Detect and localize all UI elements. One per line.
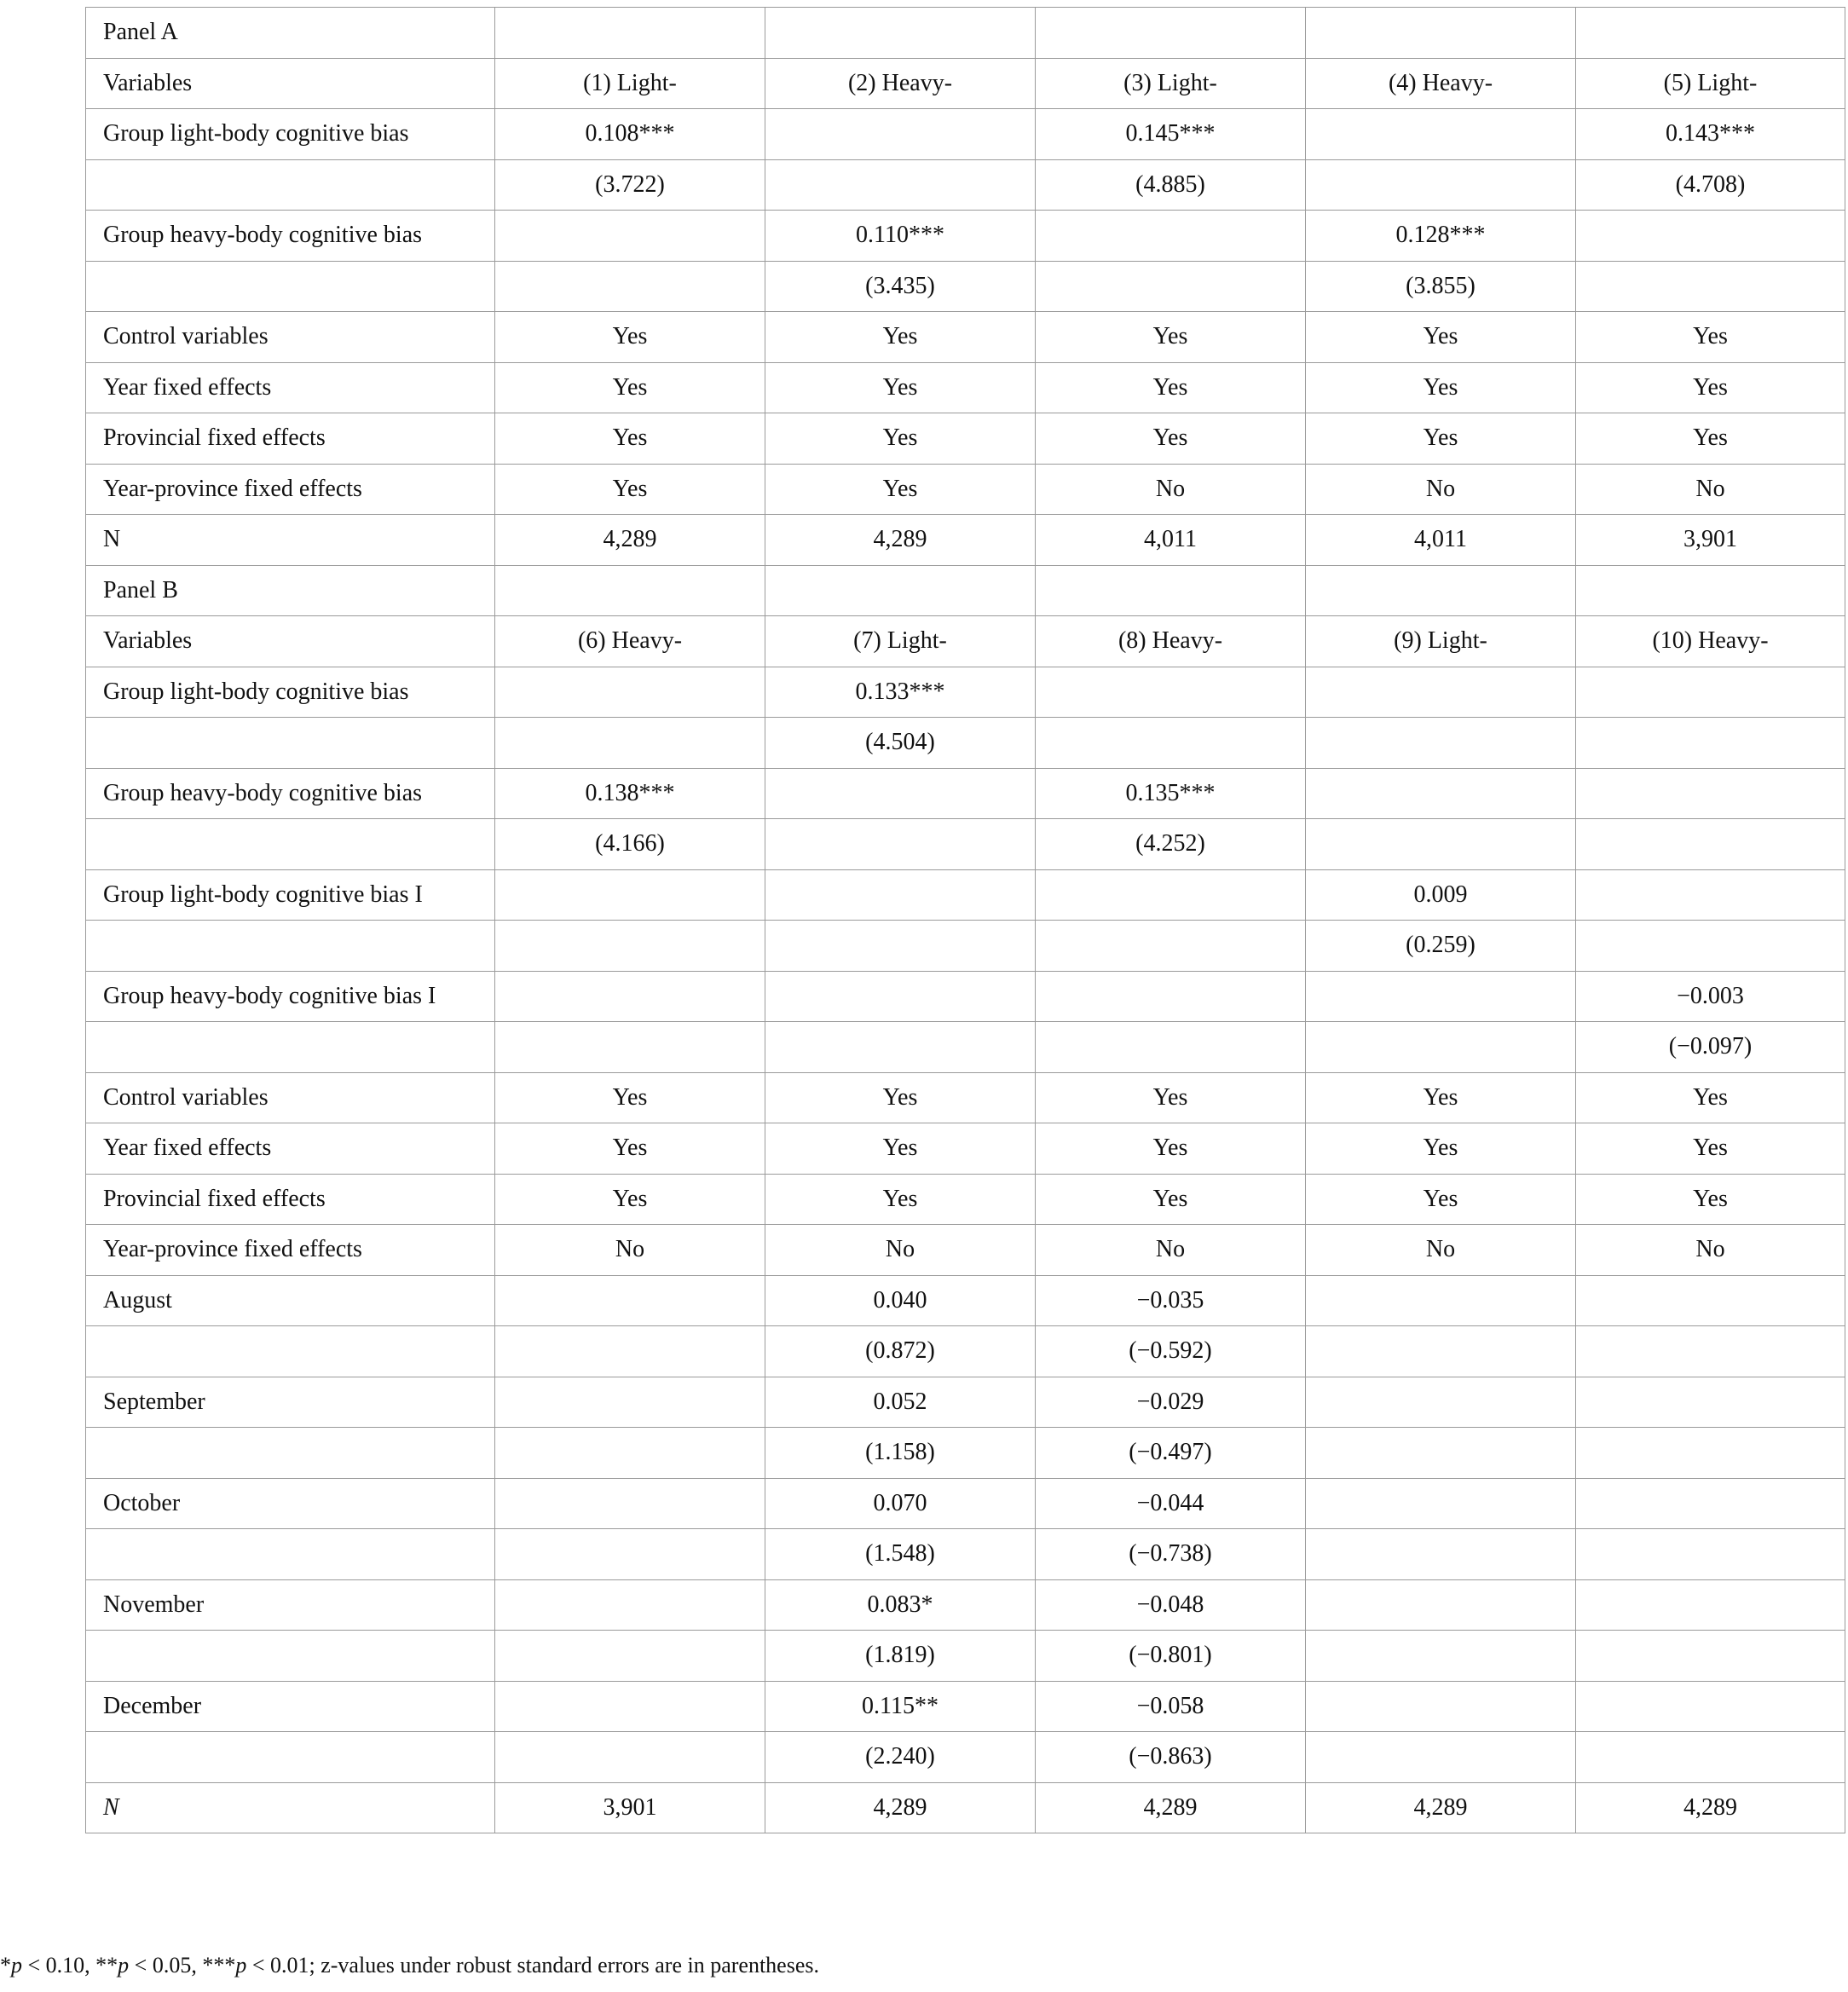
table-cell [765,921,1036,972]
row-label [86,1428,495,1479]
table-cell [1306,1681,1576,1732]
row-label [86,718,495,769]
table-cell: (3.722) [495,159,765,211]
table-cell: −0.048 [1036,1579,1306,1631]
table-cell [1576,819,1845,870]
table-cell: 0.143*** [1576,109,1845,160]
table-cell: (1.158) [765,1428,1036,1479]
table-cell: 0.009 [1306,869,1576,921]
table-cell: 3,901 [1576,515,1845,566]
table-cell [1576,1681,1845,1732]
table-cell: Yes [765,312,1036,363]
table-cell [1036,1022,1306,1073]
table-row [86,971,1845,1022]
row-label [86,1529,495,1580]
table-cell [1306,1275,1576,1326]
table-cell: Yes [1306,312,1576,363]
table-row [86,1123,1845,1175]
row-label: October [86,1478,495,1529]
table-cell: 4,289 [765,1782,1036,1833]
table-row [86,58,1845,109]
row-label: Year fixed effects [86,362,495,413]
table-cell: Yes [1306,1174,1576,1225]
table-cell [1306,718,1576,769]
table-cell [1576,1428,1845,1479]
row-label: N [86,1782,495,1833]
table-cell [765,8,1036,59]
table-cell: No [1576,1225,1845,1276]
table-cell [1306,819,1576,870]
table-cell [1576,565,1845,616]
table-cell: No [1036,464,1306,515]
table-row [86,109,1845,160]
table-cell [495,667,765,718]
table-cell: 0.108*** [495,109,765,160]
table-row [86,1428,1845,1479]
row-label: December [86,1681,495,1732]
table-cell: 0.128*** [1306,211,1576,262]
table-cell [495,1732,765,1783]
table-cell: (6) Heavy- [495,616,765,667]
table-cell [1036,869,1306,921]
table-cell: −0.044 [1036,1478,1306,1529]
table-cell: 3,901 [495,1782,765,1833]
table-cell [1576,1275,1845,1326]
table-cell [495,1579,765,1631]
table-row [86,1782,1845,1833]
table-cell: 0.110*** [765,211,1036,262]
table-cell [1306,1428,1576,1479]
table-cell: (1.819) [765,1631,1036,1682]
table-cell: (0.872) [765,1326,1036,1377]
table-cell: Yes [495,1174,765,1225]
table-cell [495,211,765,262]
table-cell: Yes [1036,1174,1306,1225]
table-cell: (4) Heavy- [1306,58,1576,109]
table-cell [495,1529,765,1580]
table-row [86,667,1845,718]
table-cell: −0.029 [1036,1377,1306,1428]
row-label [86,819,495,870]
table-cell: (2) Heavy- [765,58,1036,109]
table-cell [1306,971,1576,1022]
table-cell: Yes [495,1123,765,1175]
table-cell [1306,1579,1576,1631]
table-row [86,819,1845,870]
table-row [86,261,1845,312]
row-label [86,1732,495,1783]
table-cell [495,869,765,921]
table-cell: (−0.097) [1576,1022,1845,1073]
table-cell [1306,1326,1576,1377]
table-row [86,1225,1845,1276]
table-cell [1576,1478,1845,1529]
footnote-star-1: * [0,1953,11,1978]
table-cell [765,768,1036,819]
table-cell: (−0.863) [1036,1732,1306,1783]
table-cell: 0.115** [765,1681,1036,1732]
table-cell [495,1428,765,1479]
table-cell [1576,718,1845,769]
table-cell: 4,011 [1036,515,1306,566]
table-cell: Yes [495,464,765,515]
table-cell [1576,261,1845,312]
row-label: August [86,1275,495,1326]
row-label: Year-province fixed effects [86,1225,495,1276]
table-cell: 4,289 [1576,1782,1845,1833]
table-cell: (−0.738) [1036,1529,1306,1580]
table-cell [1036,565,1306,616]
row-label: Variables [86,58,495,109]
table-cell [495,261,765,312]
table-cell [495,971,765,1022]
table-cell [495,1681,765,1732]
table-cell: Yes [1576,413,1845,465]
table-cell [1306,565,1576,616]
table-cell [1306,1631,1576,1682]
table-row [86,718,1845,769]
table-cell [495,921,765,972]
table-cell: (0.259) [1306,921,1576,972]
table-cell: 0.070 [765,1478,1036,1529]
table-cell: (9) Light- [1306,616,1576,667]
regression-results-table [85,7,1845,1833]
table-cell [1576,211,1845,262]
table-cell: Yes [1036,312,1306,363]
table-cell: 0.052 [765,1377,1036,1428]
table-cell: Yes [765,413,1036,465]
table-cell: Yes [1306,413,1576,465]
table-cell: 4,289 [1036,1782,1306,1833]
table-cell: (5) Light- [1576,58,1845,109]
row-label [86,261,495,312]
table-row [86,1326,1845,1377]
table-cell [1576,768,1845,819]
table-cell [495,1326,765,1377]
table-cell [495,718,765,769]
table-row [86,312,1845,363]
footnote-text-3: < 0.01; z-values under robust standard errors are in parentheses. [246,1953,820,1978]
table-cell: (−0.497) [1036,1428,1306,1479]
table-cell [765,971,1036,1022]
table-cell: Yes [495,312,765,363]
table-row [86,211,1845,262]
row-label: Variables [86,616,495,667]
table-row [86,1275,1845,1326]
table-cell: Yes [1576,312,1845,363]
table-cell [1576,1377,1845,1428]
row-label: Year-province fixed effects [86,464,495,515]
table-cell: (3.435) [765,261,1036,312]
table-row [86,1631,1845,1682]
table-cell: (10) Heavy- [1576,616,1845,667]
table-cell: −0.058 [1036,1681,1306,1732]
table-row [86,1579,1845,1631]
table-cell [1036,8,1306,59]
table-cell [765,159,1036,211]
table-row [86,1072,1845,1123]
table-cell: (−0.592) [1036,1326,1306,1377]
table-cell: 4,011 [1306,515,1576,566]
table-cell [1036,921,1306,972]
footnote-p-3: p [235,1953,247,1978]
table-row [86,1377,1845,1428]
table-cell: No [1306,464,1576,515]
table-cell: (4.885) [1036,159,1306,211]
table-cell: (−0.801) [1036,1631,1306,1682]
row-label: Panel B [86,565,495,616]
table-cell [1576,667,1845,718]
table-cell [495,1631,765,1682]
table-cell: Yes [1036,1072,1306,1123]
row-label: Group light-body cognitive bias I [86,869,495,921]
table-cell: No [1576,464,1845,515]
row-label: Control variables [86,312,495,363]
table-cell [1036,971,1306,1022]
table-cell [765,109,1036,160]
table-cell: Yes [1036,413,1306,465]
table-cell: Yes [495,362,765,413]
table-row [86,565,1845,616]
table-row [86,1478,1845,1529]
row-label: Group heavy-body cognitive bias [86,211,495,262]
table-cell: (2.240) [765,1732,1036,1783]
table-row [86,869,1845,921]
row-label: Provincial fixed effects [86,413,495,465]
table-cell: Yes [1576,1072,1845,1123]
row-label: Group light-body cognitive bias [86,667,495,718]
table-cell [1576,8,1845,59]
row-label: Control variables [86,1072,495,1123]
row-label: September [86,1377,495,1428]
row-label: November [86,1579,495,1631]
table-cell [1576,869,1845,921]
table-cell: (1) Light- [495,58,765,109]
footnote-p-2: p [118,1953,130,1978]
table-footnote [0,1953,819,1978]
table-row [86,1681,1845,1732]
table-cell [765,869,1036,921]
row-label: N [86,515,495,566]
table-cell [1576,921,1845,972]
table-cell: Yes [765,1174,1036,1225]
table-cell: Yes [765,1072,1036,1123]
table-cell [1036,667,1306,718]
row-label [86,159,495,211]
table-cell [1306,159,1576,211]
table-cell: (7) Light- [765,616,1036,667]
table-cell: Yes [1576,362,1845,413]
table-cell [1306,1478,1576,1529]
table-cell: 0.083* [765,1579,1036,1631]
table-row [86,8,1845,59]
table-cell: 4,289 [1306,1782,1576,1833]
table-cell: (3) Light- [1036,58,1306,109]
table-cell: Yes [1036,362,1306,413]
table-cell [1036,718,1306,769]
table-cell: 4,289 [765,515,1036,566]
table-cell: Yes [495,413,765,465]
table-cell [1306,768,1576,819]
table-cell: 4,289 [495,515,765,566]
table-cell: No [495,1225,765,1276]
table-cell: Yes [1576,1123,1845,1175]
table-row [86,1529,1845,1580]
table-cell: 0.040 [765,1275,1036,1326]
row-label: Panel A [86,8,495,59]
table-cell [1576,1579,1845,1631]
table-cell [1306,1377,1576,1428]
table-cell: (4.166) [495,819,765,870]
row-label: Group light-body cognitive bias [86,109,495,160]
table-row [86,1174,1845,1225]
table-cell: Yes [765,464,1036,515]
row-label: Year fixed effects [86,1123,495,1175]
table-cell [1306,109,1576,160]
table-row [86,413,1845,465]
table-cell: −0.003 [1576,971,1845,1022]
table-cell: Yes [765,1123,1036,1175]
table-cell [1306,1022,1576,1073]
table-cell: 0.135*** [1036,768,1306,819]
table-cell: Yes [1576,1174,1845,1225]
table-cell: 0.138*** [495,768,765,819]
footnote-text-1: < 0.10, ** [22,1953,118,1978]
row-label: Group heavy-body cognitive bias I [86,971,495,1022]
table-cell [1576,1529,1845,1580]
table-row [86,1732,1845,1783]
table-cell [495,1478,765,1529]
table-cell: (4.252) [1036,819,1306,870]
table-cell: (4.504) [765,718,1036,769]
row-label: Group heavy-body cognitive bias [86,768,495,819]
table-cell: No [765,1225,1036,1276]
table-cell: (8) Heavy- [1036,616,1306,667]
table-cell [1036,211,1306,262]
table-cell [1576,1631,1845,1682]
table-cell: Yes [1306,362,1576,413]
table-cell: No [1036,1225,1306,1276]
table-cell [1306,8,1576,59]
table-cell [1306,667,1576,718]
table-cell [765,819,1036,870]
footnote-p-1: p [11,1953,22,1978]
table-cell: Yes [1306,1123,1576,1175]
footnote-text-2: < 0.05, *** [129,1953,236,1978]
table-cell [495,1275,765,1326]
table-cell [1306,1732,1576,1783]
table-row [86,159,1845,211]
table-cell: 0.145*** [1036,109,1306,160]
table-cell [1576,1732,1845,1783]
table-cell: (1.548) [765,1529,1036,1580]
table-row [86,362,1845,413]
table-cell: (4.708) [1576,159,1845,211]
table-cell: Yes [765,362,1036,413]
table-cell [1306,1529,1576,1580]
row-label: Provincial fixed effects [86,1174,495,1225]
table-cell: 0.133*** [765,667,1036,718]
row-label [86,1022,495,1073]
table-cell: Yes [1306,1072,1576,1123]
table-row [86,616,1845,667]
table-cell [765,1022,1036,1073]
table-row [86,921,1845,972]
table-cell: (3.855) [1306,261,1576,312]
table-cell: No [1306,1225,1576,1276]
table-row [86,768,1845,819]
row-label [86,1326,495,1377]
table-cell [1576,1326,1845,1377]
table-cell: Yes [495,1072,765,1123]
table-body [86,8,1845,1833]
row-label [86,921,495,972]
table-row [86,464,1845,515]
table-cell: −0.035 [1036,1275,1306,1326]
table-cell [765,565,1036,616]
table-cell [495,565,765,616]
table-cell [495,1377,765,1428]
table-cell [495,1022,765,1073]
table-cell [495,8,765,59]
table-cell: Yes [1036,1123,1306,1175]
row-label [86,1631,495,1682]
table-cell [1036,261,1306,312]
table-row [86,515,1845,566]
table-row [86,1022,1845,1073]
